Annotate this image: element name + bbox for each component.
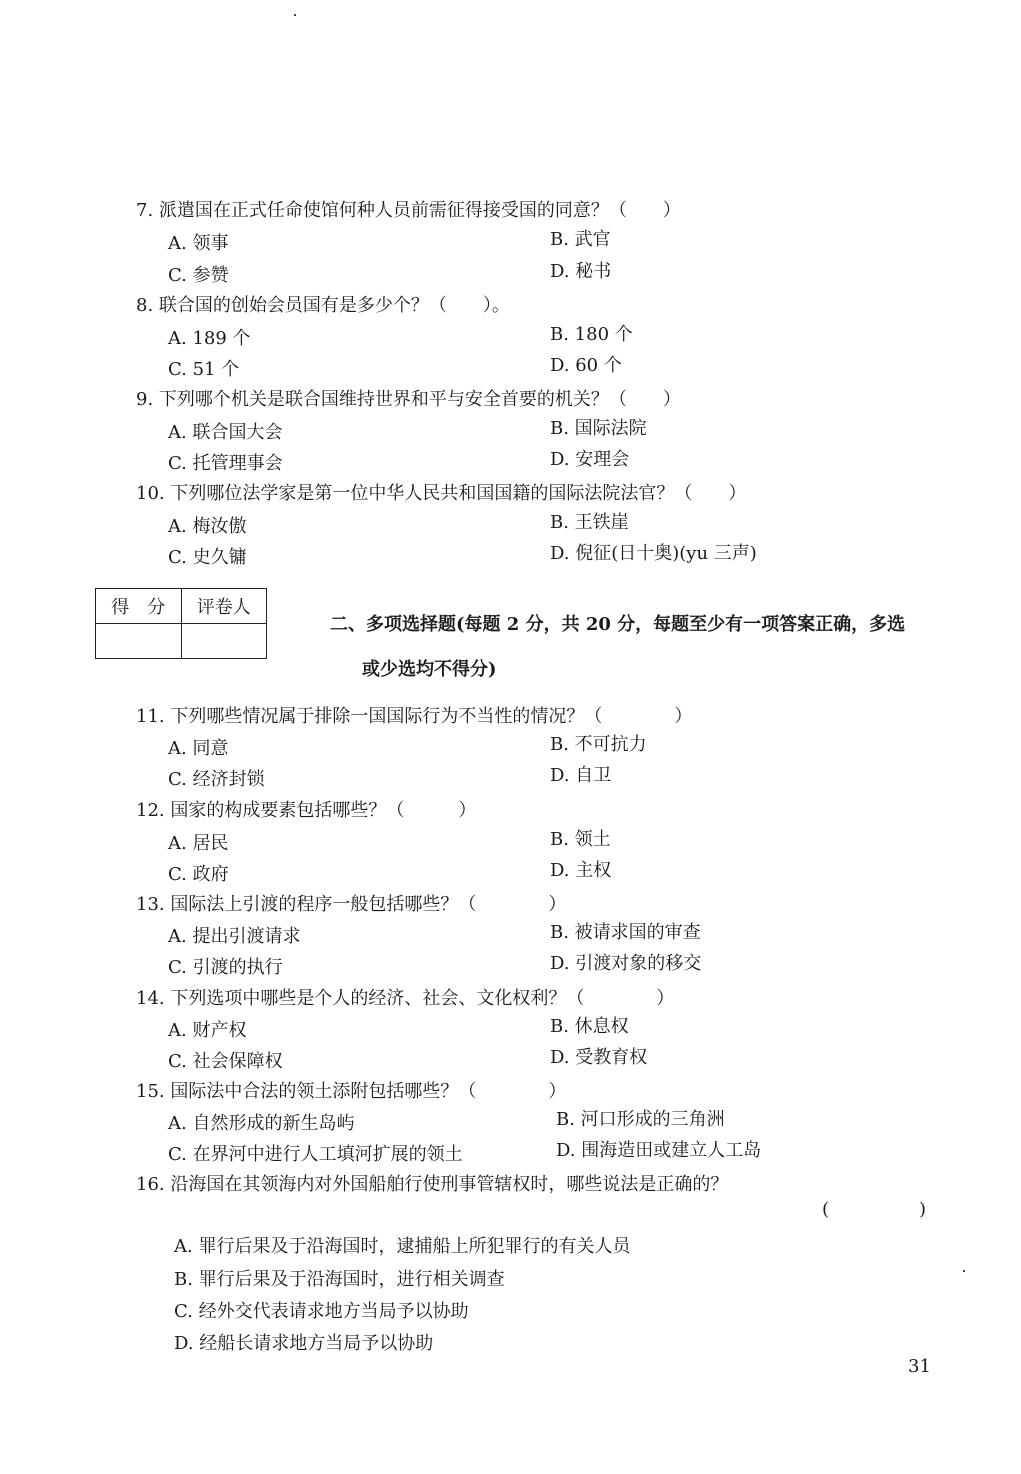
scan-speck (963, 1270, 965, 1272)
q13-option-a: A. 提出引渡请求 (168, 926, 301, 947)
question-10: 10. 下列哪位法学家是第一位中华人民共和国国籍的国际法院法官？（ ） (136, 483, 747, 504)
question-13: 13. 国际法上引渡的程序一般包括哪些？（ ） (136, 894, 567, 915)
q11-option-a: A. 同意 (168, 738, 229, 759)
q14-option-c: C. 社会保障权 (168, 1051, 283, 1072)
q16-answer-blank: ( ) (822, 1199, 927, 1220)
question-14: 14. 下列选项中哪些是个人的经济、社会、文化权利？（ ） (136, 988, 675, 1009)
question-15: 15. 国际法中合法的领土添附包括哪些？（ ） (136, 1081, 567, 1102)
q8-option-a: A. 189 个 (168, 328, 251, 349)
q11-option-b: B. 不可抗力 (550, 734, 647, 755)
q7-option-a: A. 领事 (168, 233, 229, 254)
q12-option-b: B. 领土 (550, 829, 611, 850)
q13-option-b: B. 被请求国的审查 (550, 922, 701, 943)
q12-option-c: C. 政府 (168, 864, 229, 885)
q8-option-c: C. 51 个 (168, 359, 240, 380)
question-7: 7. 派遣国在正式任命使馆何种人员前需征得接受国的同意？（ ） (136, 200, 681, 221)
q13-option-d: D. 引渡对象的移交 (550, 953, 702, 974)
score-cell (96, 624, 182, 659)
q12-option-a: A. 居民 (168, 833, 229, 854)
q16-option-b: B. 罪行后果及于沿海国时，进行相关调查 (174, 1269, 505, 1290)
q10-option-c: C. 史久镛 (168, 547, 247, 568)
q15-option-b: B. 河口形成的三角洲 (556, 1109, 725, 1130)
q9-option-b: B. 国际法院 (550, 418, 647, 439)
q15-option-c: C. 在界河中进行人工填河扩展的领土 (168, 1144, 463, 1165)
grader-cell (181, 624, 267, 659)
q14-option-a: A. 财产权 (168, 1020, 247, 1041)
q10-option-d: D. 倪征(日十奥)(yu 三声) (550, 543, 757, 564)
page-number: 31 (908, 1356, 931, 1377)
q11-option-d: D. 自卫 (550, 765, 612, 786)
section-title-cont: 或少选均不得分) (362, 659, 497, 680)
section-title: 二、多项选择题(每题 2 分，共 20 分，每题至少有一项答案正确，多选 (330, 614, 906, 635)
q16-option-d: D. 经船长请求地方当局予以协助 (174, 1333, 434, 1354)
q16-option-a: A. 罪行后果及于沿海国时，逮捕船上所犯罪行的有关人员 (174, 1236, 631, 1257)
question-8: 8. 联合国的创始会员国有是多少个？（ ）。 (136, 295, 510, 316)
q7-option-d: D. 秘书 (550, 261, 612, 282)
q8-option-b: B. 180 个 (550, 324, 633, 345)
score-label: 得 分 (96, 589, 182, 624)
q14-option-b: B. 休息权 (550, 1016, 629, 1037)
q15-option-a: A. 自然形成的新生岛屿 (168, 1113, 355, 1134)
question-11: 11. 下列哪些情况属于排除一国国际行为不当性的情况？（ ） (136, 706, 693, 727)
q9-option-d: D. 安理会 (550, 449, 630, 470)
q12-option-d: D. 主权 (550, 860, 612, 881)
q9-option-c: C. 托管理事会 (168, 453, 283, 474)
q13-option-c: C. 引渡的执行 (168, 957, 283, 978)
q9-option-a: A. 联合国大会 (168, 422, 283, 443)
scan-speck (294, 14, 296, 16)
q16-option-c: C. 经外交代表请求地方当局予以协助 (174, 1301, 469, 1322)
q11-option-c: C. 经济封锁 (168, 769, 265, 790)
q7-option-c: C. 参赞 (168, 265, 229, 286)
q10-option-b: B. 王铁崖 (550, 512, 629, 533)
grader-label: 评卷人 (181, 589, 267, 624)
q7-option-b: B. 武官 (550, 229, 611, 250)
q15-option-d: D. 围海造田或建立人工岛 (556, 1140, 762, 1161)
question-9: 9. 下列哪个机关是联合国维持世界和平与安全首要的机关？（ ） (136, 389, 681, 410)
question-12: 12. 国家的构成要素包括哪些？（ ） (136, 800, 477, 821)
score-table (95, 588, 267, 659)
question-16: 16. 沿海国在其领海内对外国船舶行使刑事管辖权时，哪些说法是正确的？ (136, 1174, 729, 1195)
q8-option-d: D. 60 个 (550, 355, 622, 376)
q14-option-d: D. 受教育权 (550, 1047, 648, 1068)
q10-option-a: A. 梅汝傲 (168, 516, 247, 537)
